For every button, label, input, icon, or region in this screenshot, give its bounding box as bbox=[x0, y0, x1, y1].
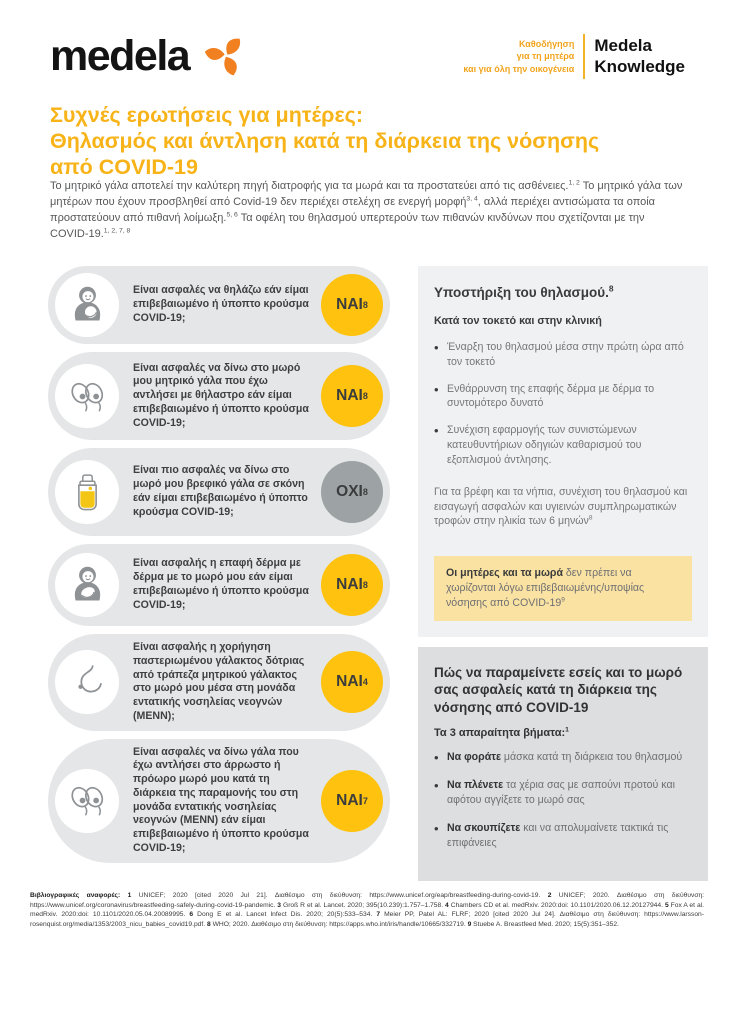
safety-steps-list bbox=[434, 750, 692, 850]
medela-knowledge-label: Medela Knowledge bbox=[594, 36, 685, 76]
support-bullet: • Ενθάρρυνση της επαφής δέρμα με δέρμα το συντομότερο δυνατό bbox=[434, 382, 692, 412]
question-pill bbox=[48, 352, 390, 440]
mother-breastfeeding-icon bbox=[55, 273, 119, 337]
question-text: Είναι ασφαλές να δίνω γάλα που έχω αντλήσει στο άρρωστο ή πρόωρο μωρό μου κατά τη διάρκεια της παραμονής του στη μονάδα εντατικής νοσηλείας νεογνών (ΜΕΝΝ) εάν είμαι επιβεβαιωμένο ή ύποπτο κρούσμα COVID-19; bbox=[133, 745, 309, 854]
support-paragraph: Για τα βρέφη και τα νήπια, συνέχιση του θηλασμού και εισαγωγή ασφαλών και υγιεινών συμπληρωματικών τροφών στην ηλικία των 6 μηνών$^8$ bbox=[434, 485, 688, 528]
answer-badge: ΝΑΙ 4 bbox=[321, 651, 383, 713]
safety-box-subtitle: Τα 3 απαραίτητα βήματα:$^1$ bbox=[434, 726, 569, 740]
answer-badge: ΝΑΙ 8 bbox=[321, 365, 383, 427]
safety-box bbox=[418, 647, 708, 881]
question-pill bbox=[48, 634, 390, 731]
safety-step: • Να πλένετε τα χέρια σας με σαπούνι προτού και αφότου αγγίξετε το μωρό σας bbox=[434, 778, 692, 808]
page-header bbox=[50, 33, 685, 79]
question-pill bbox=[48, 448, 390, 536]
header-tagline: Καθοδήγηση για τη μητέρα και για όλη την οικογένεια bbox=[463, 39, 575, 74]
answer-badge: ΝΑΙ 8 bbox=[321, 274, 383, 336]
support-bullet-list bbox=[434, 340, 692, 468]
support-bullet: • Συνέχιση εφαρμογής των συνιστώμενων κατευθυντήριων οδηγιών καθαρισμού του εξοπλισμού άντλησης. bbox=[434, 423, 692, 467]
separation-note: Οι μητέρες και τα μωρά δεν πρέπει να χωρίζονται λόγω επιβεβαιωμένης/υποψίας νόσησης από COVID-$19^9$ bbox=[434, 556, 692, 620]
support-box-subtitle: Κατά τον τοκετό και στην κλινική bbox=[434, 315, 602, 327]
header-divider bbox=[583, 34, 585, 79]
answer-badge: ΝΑΙ 7 bbox=[321, 770, 383, 832]
medela-logo bbox=[50, 33, 251, 79]
support-box bbox=[418, 266, 708, 637]
question-text: Είναι πιο ασφαλές να δίνω στο μωρό μου βρεφικό γάλα σε σκόνη εάν είμαι επιβεβαιωμένο ή ύποπτο κρούσμα COVID-19; bbox=[133, 464, 308, 518]
question-text: Είναι ασφαλής η χορήγηση παστεριωμένου γάλακτος δότριας από τράπεζα μητρικού γάλακτος στο μωρό μου μέσα στη μονάδα εντατικής νοσηλείας νεογνών (ΜΕΝΝ); bbox=[133, 641, 305, 722]
info-column bbox=[418, 266, 708, 881]
question-text: Είναι ασφαλές να θηλάζω εάν είμαι επιβεβαιωμένο ή ύποπτο κρούσμα COVID-19; bbox=[133, 284, 309, 324]
formula-bottle-icon bbox=[55, 460, 119, 524]
question-pill bbox=[48, 266, 390, 344]
references: Βιβλιογραφικές αναφορές: 1 UNICEF; 2020 [cited 2020 Jul 21]. Διαθέσιμο στη διεύθυνση: https://www.unicef.org/eap/breastfeeding-during-covid-19. 2 UNICEF; 2020. Διαθέσιμο στη διεύθυνση: https://www.unicef.org/coronavirus/breastfeeding-safely-during-covid-19-pandemic. 3 Groß R et al. Lancet. 2020; 395(10.239):1.757–1.758. 4 Chambers CD et al. medRxiv. 2020:doi: 10.1101/2020.06.12.20127944. 5 Fox A et al. medRxiv. 2020:doi: 10.1101/2020.05.04.20089995. 6 Dong E et al. Lancet Infect Dis. 2020; 20(5):533–534. 7 Meier PP, Patel AL: FLRF; 2020 [cited 2020 Jul 24]. Διαθέσιμο στη διεύθυνση: https://www.larsson-rosenquist.org/media/1353/2003_nicu_babies_covid19.pdf. 8 WHO; 2020. Διαθέσιμο στη διεύθυνση: https://apps.who.int/iris/handle/10665/332719. 9 Stuebe A. Breastfeed Med. 2020; 15(5):351–352. bbox=[30, 892, 705, 928]
breast-shields-icon bbox=[55, 364, 119, 428]
question-text: Είναι ασφαλές να δίνω στο μωρό μου μητρικό γάλα που έχω αντλήσει με θήλαστρο εάν είμαι επιβεβαιωμένο ή ύποπτο κρούσμα COVID-19; bbox=[133, 361, 309, 429]
safety-step: • Να σκουπίζετε και να απολυμαίνετε τακτικά τις επιφάνειες bbox=[434, 821, 692, 851]
safety-box-title: Πώς να παραμείνετε εσείς και το μωρό σας ασφαλείς κατά τη διάρκεια της νόσησης από COVID-19 bbox=[434, 664, 683, 715]
support-bullet: • Έναρξη του θηλασμού μέσα στην πρώτη ώρα από τον τοκετό bbox=[434, 340, 692, 370]
intro-paragraph: Το μητρικό γάλα αποτελεί την καλύτερη πηγή διατροφής για τα μωρά και τα προστατεύει από τις ασθένειες.$^{1, 2}$ Το μητρικό γάλα των μητέρων που έχουν προσβληθεί από Covid-19 δεν περιέχει στελέχη σε ενεργή μορφή$^{3, 4}$, αλλά περιέχει αντισώματα τα οποία προστατεύουν από πιθανή λοίμωξη.$^{5, 6}$ Τα οφέλη του θηλασμού υπερτερούν των πιθανών κινδύνων που σχετίζονται με την COVID-19.$^{1, 2, 7, 8}$ bbox=[50, 179, 683, 240]
medela-wordmark: medela bbox=[50, 31, 190, 80]
header-right bbox=[463, 34, 685, 79]
page-title: Συχνές ερωτήσεις για μητέρες: Θηλασμός και άντληση κατά τη διάρκεια της νόσησης από COVID-19 bbox=[50, 103, 600, 179]
main-content bbox=[48, 266, 708, 881]
question-text: Είναι ασφαλής η επαφή δέρμα με δέρμα με το μωρό μου εάν είμαι επιβεβαιωμένο ή ύποπτο κρούσμα COVID-19; bbox=[133, 557, 309, 611]
support-box-title: Υποστήριξη του θηλασμού.$^8$ bbox=[434, 283, 614, 300]
question-pill bbox=[48, 544, 390, 626]
breast-shields-icon bbox=[55, 769, 119, 833]
question-pill bbox=[48, 739, 390, 863]
safety-step: • Να φοράτε μάσκα κατά τη διάρκεια του θηλασμού bbox=[434, 750, 692, 765]
answer-badge: ΝΑΙ 8 bbox=[321, 554, 383, 616]
skin-to-skin-icon bbox=[55, 553, 119, 617]
donor-breast-icon bbox=[55, 650, 119, 714]
medela-petals-icon bbox=[201, 33, 251, 79]
answer-badge: ΟΧΙ 8 bbox=[321, 461, 383, 523]
questions-column bbox=[48, 266, 390, 881]
